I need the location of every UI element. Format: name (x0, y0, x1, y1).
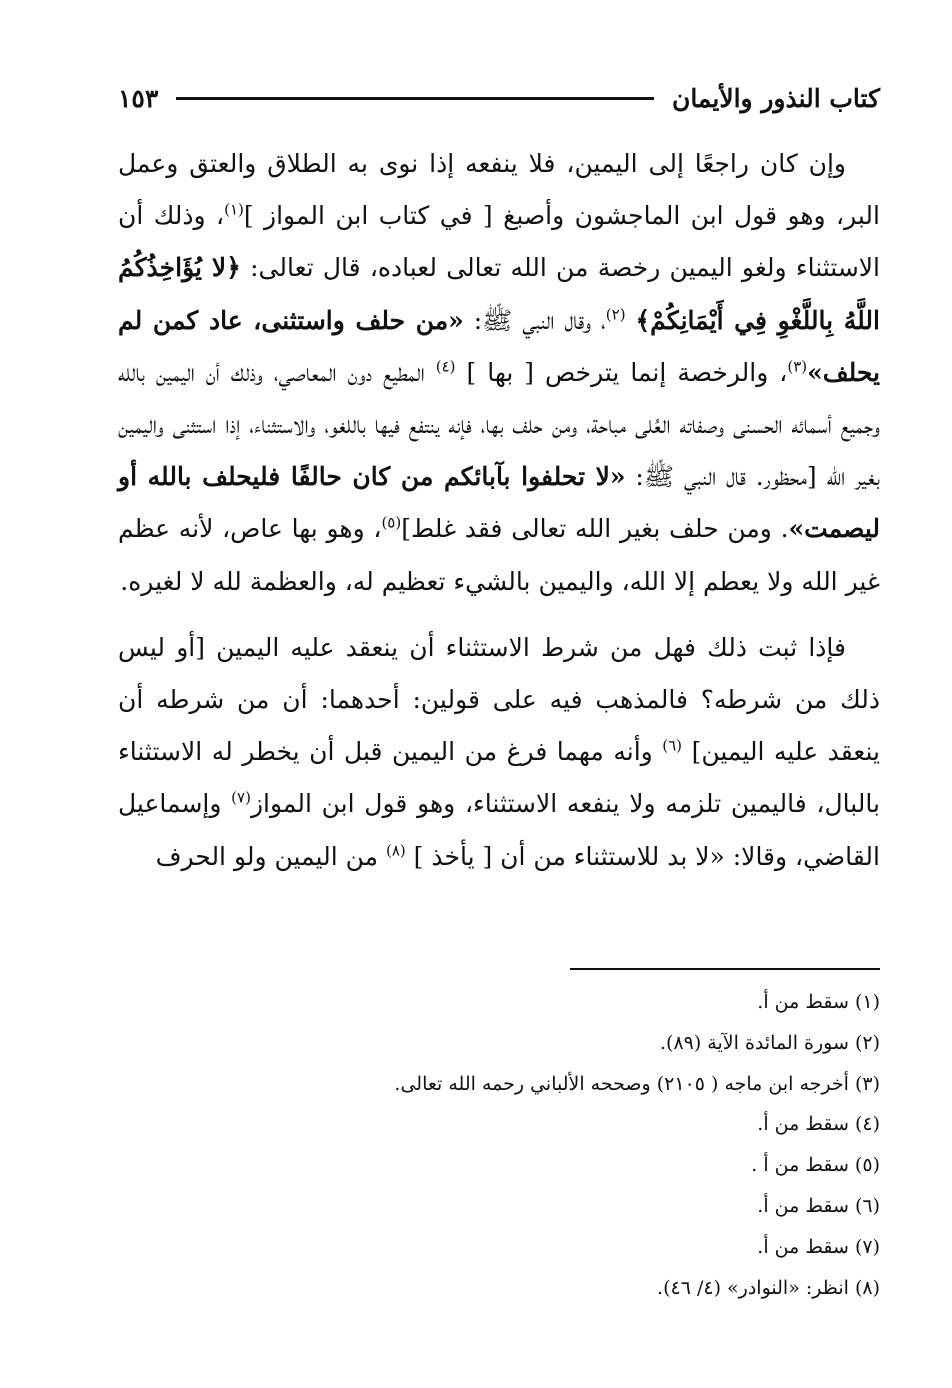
main-text (118, 138, 880, 883)
text-run (626, 306, 636, 335)
footnote: (٥) سقط من أ . (751, 1154, 880, 1177)
quoted-text: «من حلف واستثنى، عاد كمن لم يحلف» (118, 305, 880, 387)
quoted-text: «لا تحلفوا بآبائكم من كان حالفًا فليحلف بالله أو ليصمت» (118, 462, 880, 544)
text-run: . ومن حلف بغير الله تعالى فقد غلط] (401, 514, 789, 544)
page-number: ١٥٣ (118, 83, 159, 113)
text-run: ، وهو بها عاص، لأنه عظم غير الله ولا يعطم إلا الله، واليمين بالشيء تعظيم له، والعظمة لله لا لغيره. (118, 514, 880, 596)
paragraph (118, 138, 880, 608)
footnotes (118, 982, 880, 1308)
text-run: ، وقال النبي ﷺ: (463, 305, 606, 335)
quoted-text: ﴿لا يُؤَاخِذُكُمُ اللَّهُ بِاللَّغْوِ فِي أَيْمَانِكُمْ﴾ (118, 253, 880, 335)
header-title: كتاب النذور والأيمان (671, 83, 880, 113)
footnote: (٧) سقط من أ. (757, 1235, 880, 1258)
footnote-ref: (٥) (381, 514, 402, 533)
text-run: فإذا ثبت ذلك فهل من شرط الاستثناء أن ينعقد عليه اليمين [أو ليس ذلك من شرطه؟ فالمذهب فيه على قولين: أحدهما: أن من شرطه أن ينعقد عليه اليمين] (118, 632, 880, 767)
footnote: (٣) أخرجه ابن ماجه ( ٢١٠٥) وصححه الألباني رحمه الله تعالى. (394, 1072, 880, 1095)
footnote: (٦) سقط من أ. (757, 1194, 880, 1217)
running-header (118, 78, 880, 118)
footnote-ref: (٧) (231, 789, 251, 808)
paragraph (118, 622, 880, 883)
text-run: ، وذلك أن الاستثناء ولغو اليمين رخصة من الله تعالى لعباده، قال تعالى: (118, 201, 880, 283)
footnote-ref: (٦) (662, 736, 683, 755)
footnote-separator (570, 968, 880, 970)
text-run: وأنه مهما فرغ من اليمين قبل أن يخطر له الاستثناء بالبال، فاليمين تلزمه ولا ينفعه الاستثناء، وهو قول ابن المواز (118, 737, 880, 819)
footnote: (١) سقط من أ. (757, 991, 880, 1013)
text-run: ، والرخصة إنما يترخص [ بها ] (455, 357, 788, 387)
text-run: من اليمين ولو الحرف (155, 841, 386, 871)
footnote-ref: (٤) (435, 357, 456, 376)
footnote: (٢) سورة المائدة الآية (٨٩). (659, 1031, 880, 1054)
footnote-ref: (٣) (787, 357, 808, 376)
text-run: المطيع دون المعاصي، وذلك أن اليمين بالله وجميع أسمائه الحسنى وصفاته العُلى مباحة، ومن حلف بها، فإنه ينتفع فيها باللغو، والاستثناء، إذا استثنى واليمين بغير الله [محظور. قال النبي ﷺ: (118, 357, 880, 492)
footnote-ref: (١) (224, 200, 244, 219)
text-run: وإن كان راجعًا إلى اليمين، فلا ينفعه إذا نوى به الطلاق والعتق وعمل البر، وهو قول ابن الماجشون وأصبغ [ في كتاب ابن المواز ] (118, 149, 880, 231)
footnote-ref: (٨) (385, 841, 406, 860)
header-rule (176, 97, 654, 100)
footnote: (٤) سقط من أ. (757, 1113, 880, 1136)
footnote: (٨) انظر: «النوادر» (٤/ ٤٦). (657, 1276, 880, 1299)
footnote-ref: (٢) (605, 305, 626, 324)
text-run: وإسماعيل القاضي، وقالا: «لا بد للاستثناء من أن [ يأخذ ] (118, 789, 880, 871)
